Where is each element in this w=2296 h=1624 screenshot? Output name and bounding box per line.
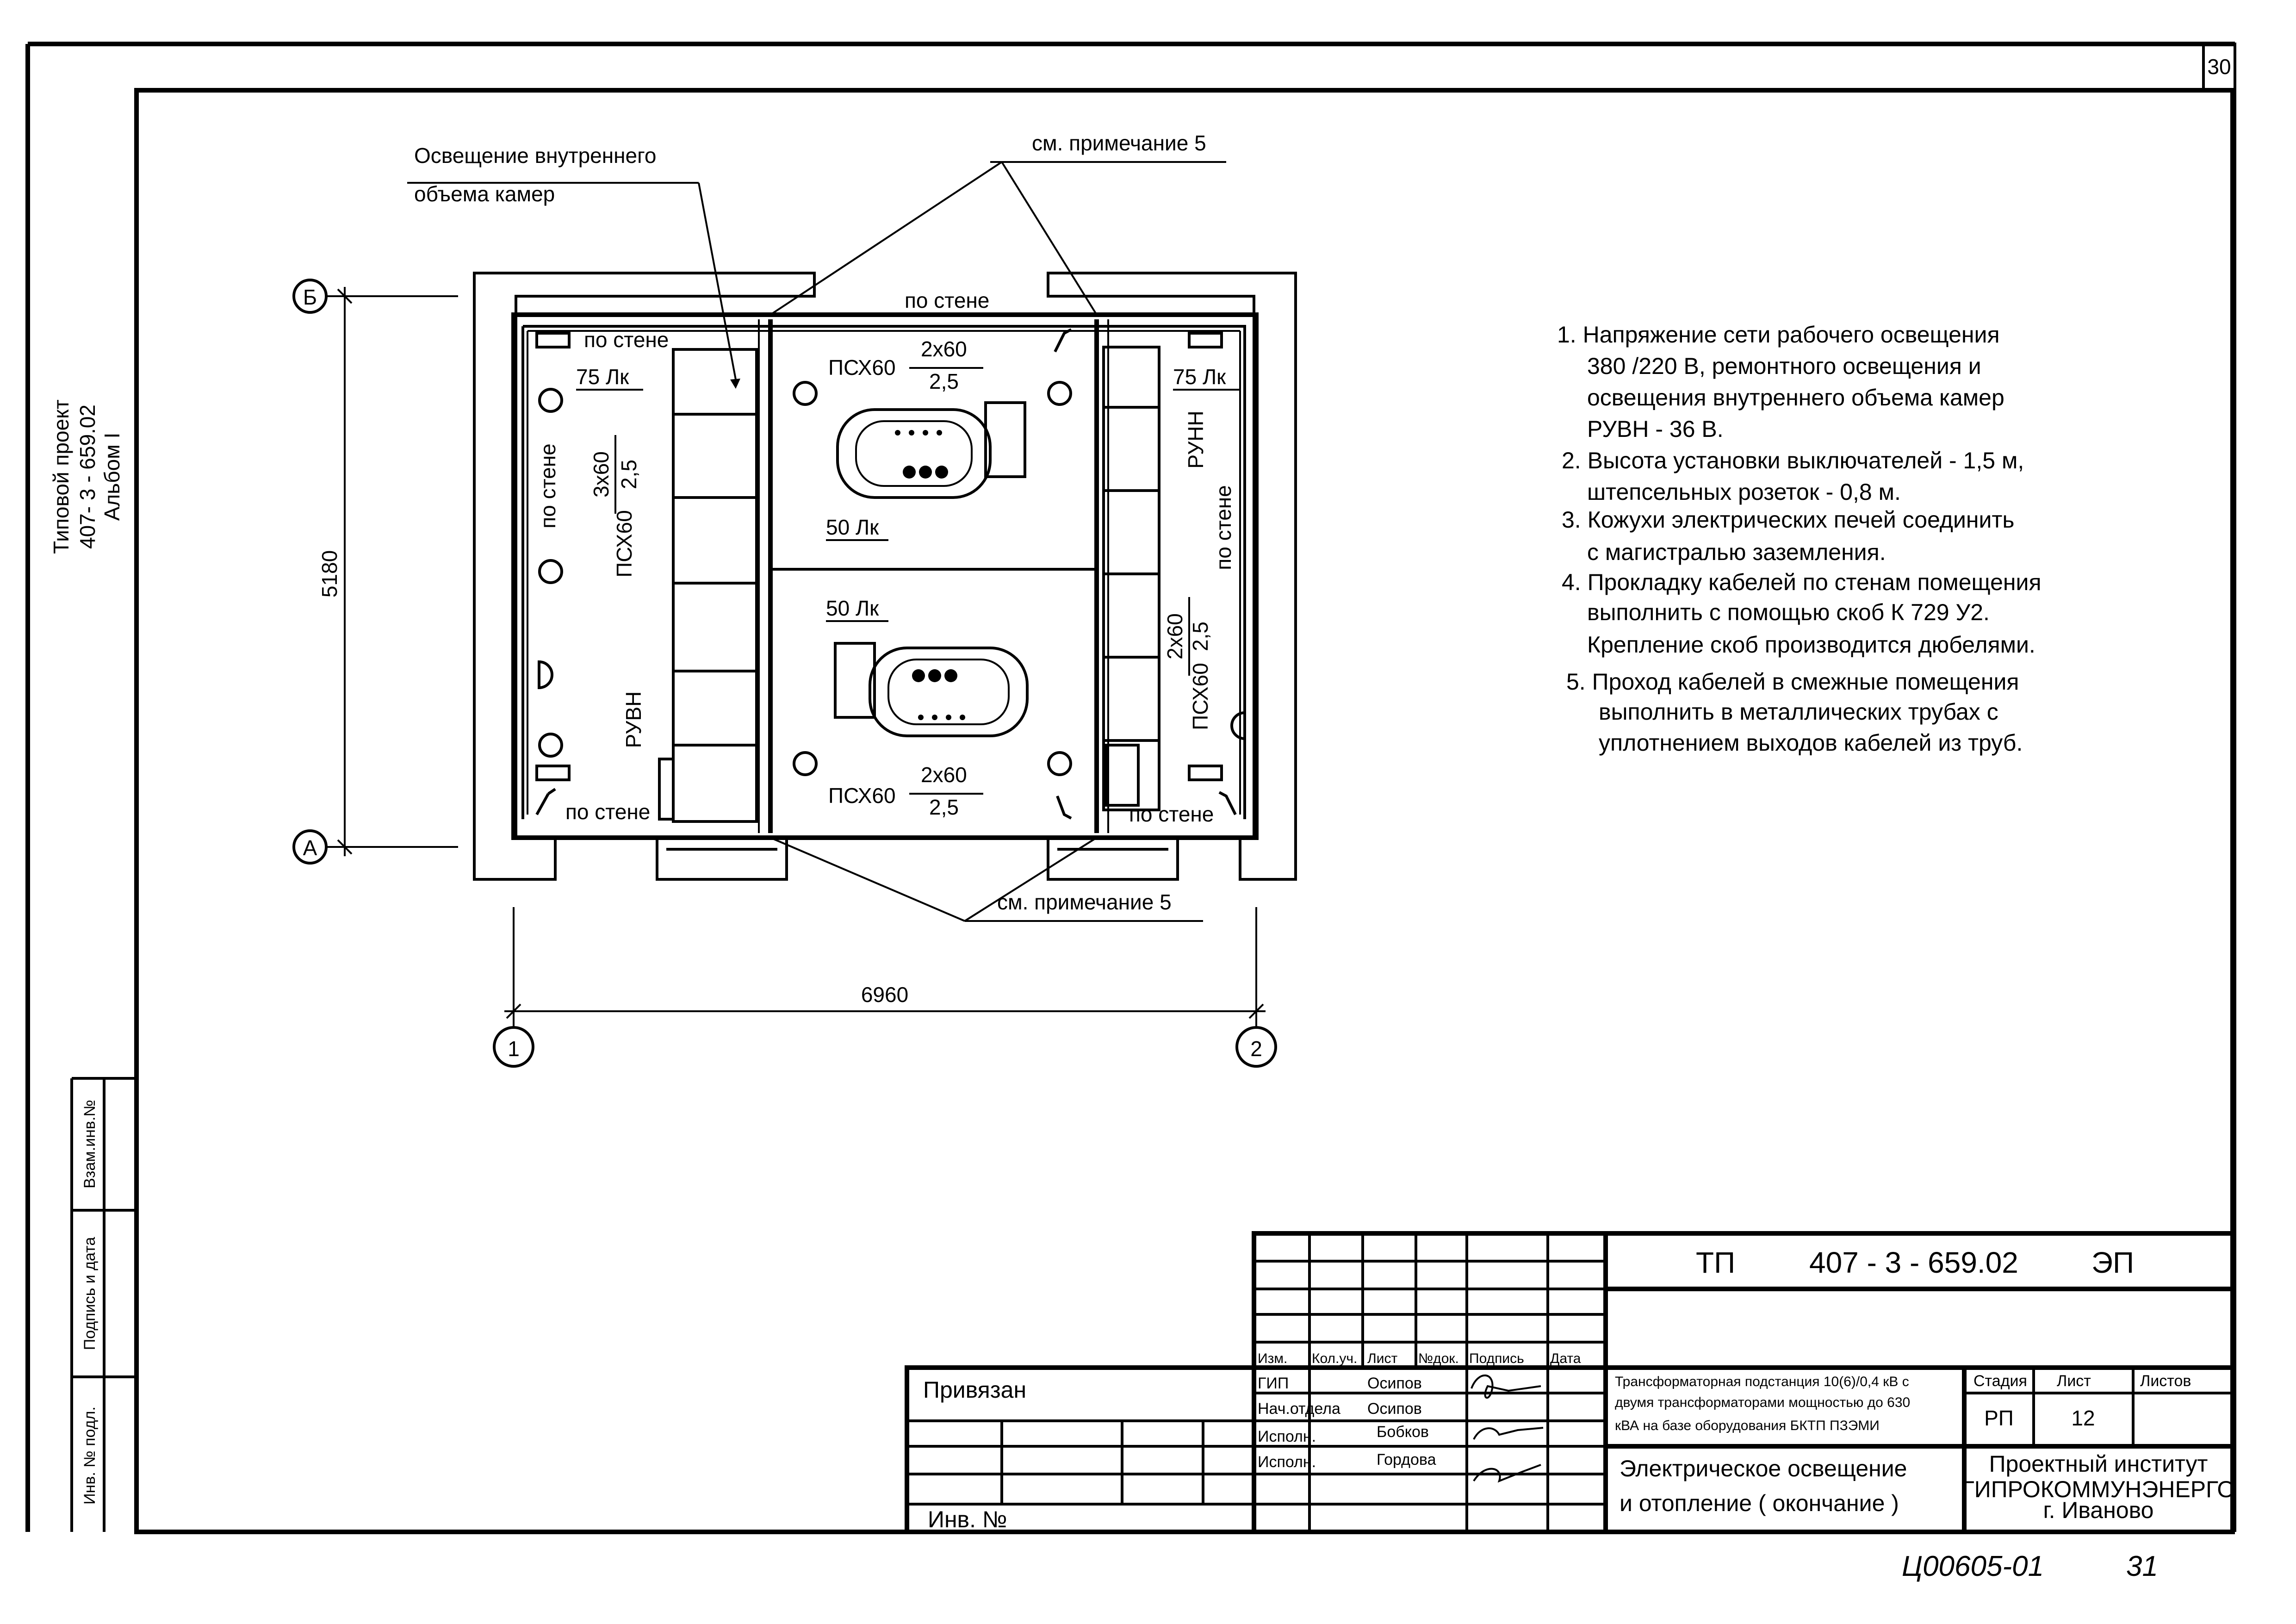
lamp-icon [1049, 382, 1071, 404]
role-head: Нач.отдела [1258, 1400, 1340, 1418]
note-line: 2. Высота установки выключателей - 1,5 м, [1562, 448, 2024, 473]
callout-note5-top: см. примечание 5 [1032, 131, 1206, 155]
transformer-bottom [835, 643, 1027, 736]
project-line1: Трансформаторная подстанция 10(6)/0,4 кВ с [1615, 1374, 1909, 1389]
lamp-icon [540, 389, 562, 411]
stage-label: Стадия [1973, 1372, 2027, 1390]
note-line: выполнить в металлических трубах с [1599, 699, 1998, 725]
callout-lighting-2: объема камер [414, 182, 555, 206]
on-wall-top: по стене [905, 288, 990, 312]
on-wall-right-bottom: по стене [1129, 802, 1214, 826]
signatures [1471, 1375, 1543, 1481]
name-gip: Осипов [1367, 1375, 1422, 1392]
role-exec1: Исполн. [1258, 1428, 1316, 1445]
dim-vertical: 5180 [317, 550, 341, 598]
name-exec2: Гордова [1377, 1451, 1436, 1468]
lamp-icon [794, 382, 816, 404]
page-number: 30 [2207, 55, 2231, 79]
note-line: 380 /220 В, ремонтного освещения и [1587, 353, 1981, 379]
cable-right-den: 2,5 [1188, 622, 1212, 651]
socket-icon [1232, 713, 1245, 739]
cable-right-type: ПСХ60 [1188, 663, 1212, 730]
note-line: с магистралью заземления. [1587, 539, 1886, 565]
callout-note5-bottom: см. примечание 5 [997, 890, 1172, 914]
switch-icon [1219, 792, 1235, 815]
notes [1557, 322, 2042, 756]
col-date: Дата [1550, 1351, 1581, 1366]
handwritten-page: 31 [2126, 1550, 2158, 1582]
callout-lighting: Освещение внутреннего [414, 143, 657, 168]
outer-wall [474, 273, 814, 879]
lux-right: 75 Лк [1173, 365, 1226, 389]
fluorescent-lamp-icon [1189, 333, 1222, 347]
room-label-ruvn: РУВН [621, 691, 645, 748]
lamp-icon [1049, 753, 1071, 775]
fluorescent-lamp-icon [537, 333, 569, 347]
drawing-code: 407 - 3 - 659.02 [1809, 1246, 2018, 1279]
sheet-value: 12 [2071, 1406, 2095, 1430]
cable-left-den: 2,5 [617, 460, 641, 489]
note-line: РУВН - 36 В. [1587, 416, 1724, 442]
org-line2: ГИПРОКОММУНЭНЕРГО [1961, 1476, 2235, 1502]
on-wall-left-bottom: по стене [565, 800, 651, 824]
stage-value: РП [1984, 1406, 2014, 1430]
cabinet-block-right [1104, 347, 1159, 810]
lux-chamber-bottom: 50 Лк [826, 596, 879, 620]
cable-left-type: ПСХ60 [612, 510, 636, 578]
title-block [907, 1233, 2235, 1532]
cable-bottom-num: 2х60 [921, 763, 967, 787]
lamp-icon [540, 734, 562, 756]
sheet-title-1: Электрическое освещение [1620, 1456, 1907, 1481]
org-line1: Проектный институт [1989, 1451, 2208, 1477]
cabinet-block-left [659, 349, 757, 821]
name-head: Осипов [1367, 1400, 1422, 1418]
room-label-runn: РУНН [1184, 411, 1208, 469]
cable-top-den: 2,5 [929, 369, 959, 393]
org-line3: г. Иваново [2043, 1497, 2154, 1523]
floor-plan [294, 131, 1296, 1066]
cable-left-num: 3х60 [589, 451, 613, 498]
role-exec2: Исполн. [1258, 1453, 1316, 1471]
socket-icon [539, 662, 552, 688]
fluorescent-lamp-icon [1189, 766, 1222, 780]
sheet-label: Лист [2057, 1372, 2091, 1390]
side-stamp-col-vzam: Взам.инв.№ [81, 1100, 99, 1188]
axis-1-label: 1 [508, 1037, 520, 1061]
lux-left: 75 Лк [576, 365, 629, 389]
side-stamp-col-inv: Инв. № подл. [81, 1406, 99, 1505]
col-sign: Подпись [1469, 1351, 1524, 1366]
code-prefix: ТП [1696, 1246, 1736, 1279]
cable-bottom-den: 2,5 [929, 795, 959, 819]
axis-b-label: Б [303, 285, 317, 309]
side-stamp [49, 399, 137, 1532]
note-line: выполнить с помощью скоб К 729 У2. [1587, 599, 1990, 625]
name-exec1: Бобков [1377, 1423, 1429, 1441]
cable-top-type: ПСХ60 [828, 355, 896, 380]
bound-label: Привязан [923, 1377, 1027, 1403]
note-line: уплотнением выходов кабелей из труб. [1599, 730, 2023, 756]
code-suffix: ЭП [2091, 1246, 2134, 1279]
col-list: Лист [1367, 1351, 1398, 1366]
note-line: 1. Напряжение сети рабочего освещения [1557, 322, 2000, 348]
axes [294, 280, 1276, 1066]
axis-a-label: А [303, 836, 317, 860]
on-wall-left-top: по стене [584, 328, 669, 352]
project-line2: двумя трансформаторами мощностью до 630 [1615, 1395, 1911, 1410]
fluorescent-lamp-icon [537, 766, 569, 780]
lamp-icon [794, 753, 816, 775]
cable-right-num: 2х60 [1163, 613, 1187, 660]
on-wall-left-side: по стене [536, 443, 560, 529]
transformer-top [838, 403, 1025, 498]
col-kol: Кол.уч. [1312, 1351, 1358, 1366]
handwritten-number: Ц00605-01 [1902, 1550, 2044, 1582]
cable-top-num: 2х60 [921, 337, 967, 361]
col-izm: Изм. [1258, 1351, 1288, 1366]
note-line: освещения внутреннего объема камер [1587, 385, 2004, 411]
dim-horizontal: 6960 [861, 983, 909, 1007]
sheet-frame [28, 44, 2235, 1532]
col-doc: №док. [1418, 1351, 1459, 1366]
sheet-title-2: и отопление ( окончание ) [1620, 1490, 1899, 1516]
role-gip: ГИП [1258, 1375, 1289, 1392]
inv-label: Инв. № [928, 1506, 1007, 1532]
lamp-icon [540, 560, 562, 583]
sheets-label: Листов [2140, 1372, 2191, 1390]
side-stamp-col-sign: Подпись и дата [81, 1237, 99, 1350]
side-stamp-line1: Типовой проект [49, 399, 73, 554]
lux-chamber-top: 50 Лк [826, 515, 879, 539]
on-wall-right-side: по стене [1211, 485, 1235, 570]
note-line: 4. Прокладку кабелей по стенам помещения [1562, 569, 2042, 595]
side-stamp-line3: Альбом I [100, 432, 124, 521]
axis-2-label: 2 [1250, 1037, 1262, 1061]
cable-bottom-type: ПСХ60 [828, 784, 896, 808]
note-line: 3. Кожухи электрических печей соединить [1562, 507, 2015, 533]
switch-icon [1055, 330, 1071, 352]
switch-icon [1057, 796, 1071, 818]
note-line: штепсельных розеток - 0,8 м. [1587, 479, 1901, 505]
note-line: 5. Проход кабелей в смежные помещения [1566, 669, 2019, 695]
project-line3: кВА на базе оборудования БКТП ПЗЭМИ [1615, 1418, 1880, 1433]
note-line: Крепление скоб производится дюбелями. [1587, 632, 2035, 658]
side-stamp-line2: 407- 3 - 659.02 [75, 404, 99, 549]
switch-icon [537, 789, 555, 815]
